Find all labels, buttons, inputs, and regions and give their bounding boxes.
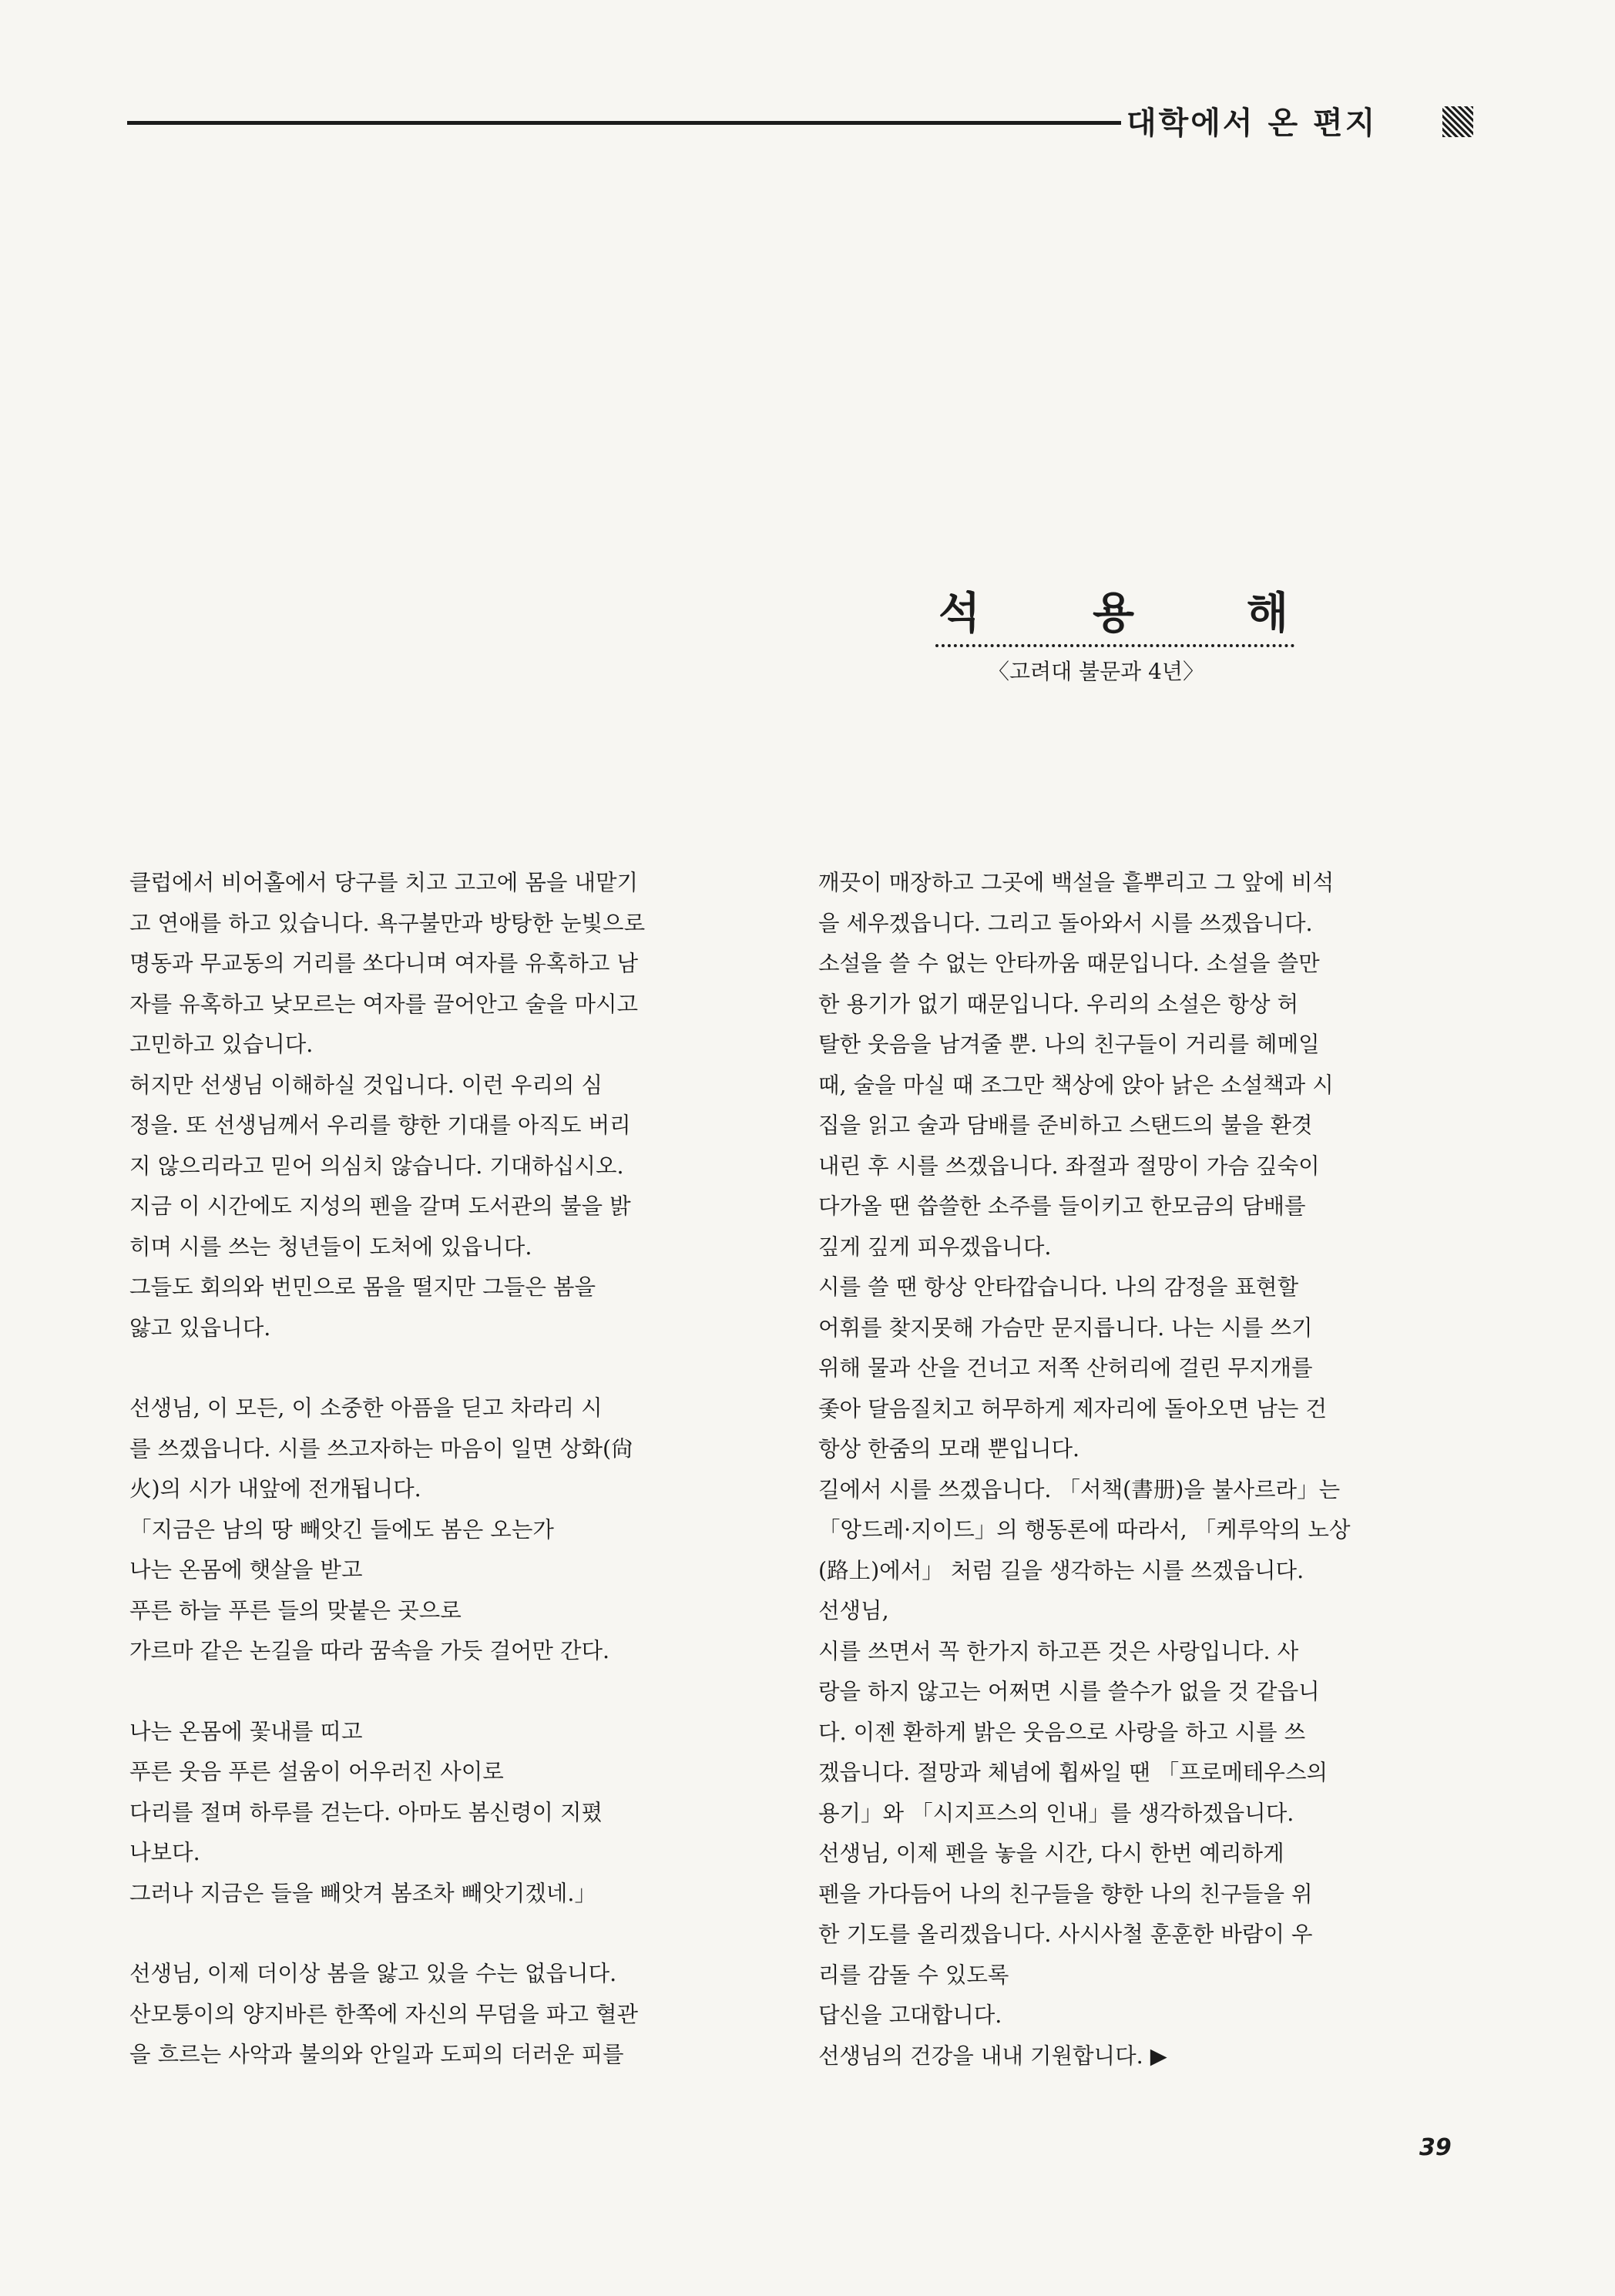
text-line: 푸른 하늘 푸른 들의 맞붙은 곳으로 [129, 1597, 462, 1623]
text-line: 정을. 또 선생님께서 우리를 향한 기대를 아직도 버리 [129, 1113, 631, 1138]
text-line: 지금 이 시간에도 지성의 펜을 갈며 도서관의 불을 밝 [129, 1193, 631, 1219]
author-affiliation: 〈고려대 불문과 4년〉 [988, 659, 1204, 684]
text-line: 집을 읽고 술과 담배를 준비하고 스탠드의 불을 환겻 [818, 1113, 1313, 1138]
text-line: 를 쓰겠읍니다. 시를 쓰고자하는 마음이 일면 상화(尙 [129, 1435, 633, 1462]
left-column [129, 863, 800, 2076]
text-line: 내린 후 시를 쓰겠읍니다. 좌절과 절망이 가슴 깊숙이 [818, 1153, 1320, 1179]
text-line: 소설을 쓸 수 없는 안타까움 때문입니다. 소설을 쓸만 [818, 951, 1320, 976]
text-line: 선생님의 건강을 내내 기원합니다. ▶ [818, 2043, 1167, 2069]
text-line: 겠읍니다. 절망과 체념에 휩싸일 땐 「프로메테우스의 [818, 1760, 1328, 1785]
text-line: 가르마 같은 논길을 따라 꿈속을 가듯 걸어만 간다. [129, 1638, 610, 1663]
text-line [129, 1348, 800, 1388]
text-line: 시를 쓰면서 꼭 한가지 하고픈 것은 사랑입니다. 사 [818, 1638, 1299, 1664]
text-line: 탈한 웃음을 남겨줄 뿐. 나의 친구들이 거리를 헤메일 [818, 1032, 1320, 1057]
header-rule [127, 121, 1121, 125]
text-line: 위해 물과 산을 건너고 저쪽 산허리에 걸린 무지개를 [818, 1355, 1313, 1381]
author-name-char: 용 [1092, 589, 1135, 639]
text-line: 허지만 선생님 이해하실 것입니다. 이런 우리의 심 [129, 1072, 603, 1098]
text-line: 좇아 달음질치고 허무하게 제자리에 돌아오면 남는 건 [818, 1395, 1328, 1422]
text-line: 앓고 있읍니다. [129, 1314, 271, 1341]
text-line: 火)의 시가 내앞에 전개됩니다. [129, 1476, 421, 1502]
text-line: 「앙드레·지이드」의 행동론에 따라서, 「케루악의 노상 [818, 1517, 1351, 1542]
text-line [129, 1672, 800, 1712]
text-line: 지 않으리라고 믿어 의심치 않습니다. 기대하십시오. [129, 1153, 624, 1179]
section-title: 대학에서 온 편지 [1126, 106, 1378, 141]
text-line: 을 흐르는 사악과 불의와 안일과 도피의 더러운 피를 [129, 2042, 624, 2067]
text-line: 답신을 고대합니다. [818, 2002, 1002, 2028]
text-line: (路上)에서」 처럼 길을 생각하는 시를 쓰겠읍니다. [818, 1557, 1304, 1583]
text-line: 고 연애를 하고 있습니다. 욕구불만과 방탕한 눈빛으로 [129, 910, 646, 936]
text-line: 선생님, [818, 1598, 889, 1623]
text-line: 한 용기가 없기 때문입니다. 우리의 소설은 항상 허 [818, 991, 1299, 1017]
text-line: 「지금은 남의 땅 빼앗긴 들에도 봄은 오는가 [129, 1516, 554, 1542]
text-line: 다가올 땐 씁쓸한 소주를 들이키고 한모금의 담배를 [818, 1193, 1306, 1219]
text-line: 선생님, 이제 펜을 놓을 시간, 다시 한번 예리하게 [818, 1841, 1284, 1866]
text-line: 랑을 하지 않고는 어쩌면 시를 쓸수가 없을 것 같읍니 [818, 1679, 1320, 1704]
text-line: 고민하고 있습니다. [129, 1032, 314, 1057]
hatched-square-icon [1442, 106, 1473, 137]
text-line: 히며 시를 쓰는 청년들이 도처에 있읍니다. [129, 1234, 532, 1260]
text-line: 항상 한줌의 모래 뿐입니다. [818, 1436, 1080, 1462]
text-line: 다리를 절며 하루를 걷는다. 아마도 봄신령이 지폈 [129, 1799, 603, 1825]
text-line: 어휘를 찾지못해 가슴만 문지릅니다. 나는 시를 쓰기 [818, 1314, 1313, 1341]
text-line: 깊게 깊게 피우겠읍니다. [818, 1234, 1052, 1260]
text-line: 푸른 웃음 푸른 설움이 어우러진 사이로 [129, 1759, 504, 1784]
text-line: 선생님, 이제 더이상 봄을 앓고 있을 수는 없읍니다. [129, 1961, 617, 1986]
text-line: 그들도 회의와 번민으로 몸을 떨지만 그들은 봄을 [129, 1274, 596, 1300]
text-line: 리를 감돌 수 있도록 [818, 1962, 1009, 1988]
text-line: 길에서 시를 쓰겠읍니다. 「서책(書册)을 불사르라」는 [818, 1476, 1341, 1502]
text-line: 산모퉁이의 양지바른 한쪽에 자신의 무덤을 파고 혈관 [129, 2001, 639, 2027]
text-line: 한 기도를 올리겠읍니다. 사시사철 훈훈한 바람이 우 [818, 1922, 1313, 1947]
author-dotted-rule [935, 644, 1294, 647]
text-line: 나는 온몸에 햇살을 받고 [129, 1557, 363, 1583]
text-line: 때, 술을 마실 때 조그만 책상에 앉아 낡은 소설책과 시 [818, 1072, 1334, 1098]
text-line: 나는 온몸에 꽃내를 띠고 [129, 1718, 363, 1744]
text-line: 명동과 무교동의 거리를 쏘다니며 여자를 유혹하고 남 [129, 951, 639, 976]
text-line: 다. 이젠 환하게 밝은 웃음으로 사랑을 하고 시를 쓰 [818, 1719, 1306, 1745]
text-line: 나보다. [129, 1840, 200, 1865]
text-line [129, 1914, 800, 1954]
text-line: 펜을 가다듬어 나의 친구들을 향한 나의 친구들을 위 [818, 1881, 1313, 1907]
right-column [818, 863, 1489, 2076]
text-line: 용기」와 「시지프스의 인내」를 생각하겠읍니다. [818, 1800, 1294, 1826]
text-line: 선생님, 이 모든, 이 소중한 아픔을 딛고 차라리 시 [129, 1395, 603, 1421]
text-line: 시를 쓸 땐 항상 안타깝습니다. 나의 감정을 표현할 [818, 1274, 1299, 1300]
author-name [932, 579, 1294, 641]
author-name-char: 석 [938, 589, 981, 639]
text-line: 깨끗이 매장하고 그곳에 백설을 흩뿌리고 그 앞에 비석 [818, 870, 1335, 895]
text-line: 을 세우겠읍니다. 그리고 돌아와서 시를 쓰겠읍니다. [818, 910, 1313, 936]
author-name-char: 해 [1246, 589, 1288, 639]
text-line: 클럽에서 비어홀에서 당구를 치고 고고에 몸을 내맡기 [129, 870, 639, 895]
text-line: 그러나 지금은 들을 빼앗겨 봄조차 빼앗기겠네.」 [129, 1880, 596, 1906]
text-line: 자를 유혹하고 낮모르는 여자를 끌어안고 술을 마시고 [129, 991, 639, 1017]
page-number: 39 [1419, 2134, 1452, 2161]
